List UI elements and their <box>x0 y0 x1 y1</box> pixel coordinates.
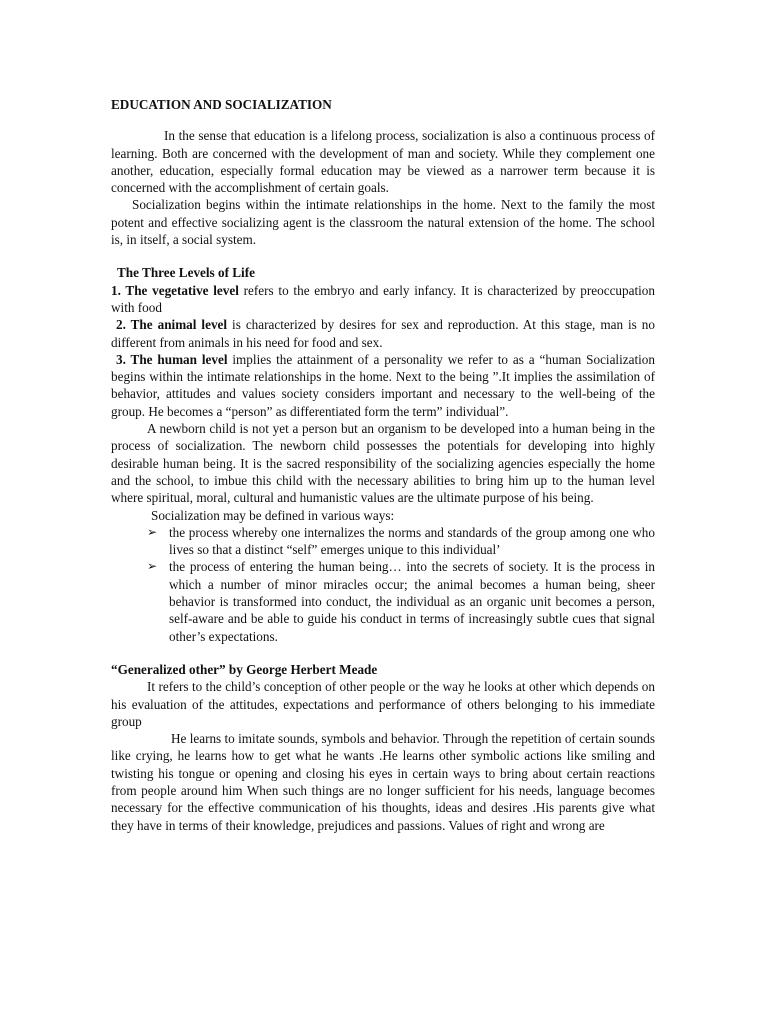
level-item-animal <box>111 316 655 351</box>
arrow-bullet-icon: ➢ <box>147 559 158 574</box>
meade-paragraph-1: It refers to the child’s conception of other people or the way he looks at other which depends on his evaluation of the attitudes, expectations and performance of others belonging to his immediate group <box>111 679 655 729</box>
definition-text: the process whereby one internalizes the norms and standards of the group among one who lives so that a distinct “self” emerges unique to this individual’ <box>169 524 655 558</box>
level-text-human: implies the attainment of a personality we refer to as a “human Socialization begins within the intimate relationships in the home. Next to the being ”.It implies the assimilation of behavior, attitudes and values society considers important and necessary to the well-being of the group. He becomes a “person” as differentiated form the term” individual”. <box>111 351 655 419</box>
level-text-vegetative: refers to the embryo and early infancy. It is characterized by preoccupation with food <box>111 282 655 315</box>
document-page <box>111 96 655 834</box>
arrow-bullet-icon: ➢ <box>147 524 158 539</box>
defined-intro: Socialization may be defined in various ways: <box>151 507 395 523</box>
section-spacer <box>111 645 655 661</box>
level-label-animal: 2. The animal level <box>116 317 228 333</box>
level-label-human: 3. The human level <box>116 351 228 367</box>
intro-paragraph-1: In the sense that education is a lifelong process, socialization is also a continuous process of learning. Both are concerned with the development of man and society. While they complement one another, education, especially formal education may be viewed as a narrower term because it is concerned with the accomplishment of certain goals. <box>111 128 655 196</box>
document-title: EDUCATION AND SOCIALIZATION <box>111 97 332 112</box>
level-label-vegetative: 1. The vegetative level <box>111 282 239 298</box>
newborn-paragraph: A newborn child is not yet a person but an organism to be developed into a human being in the process of socialization. The newborn child possesses the potentials for developing into highly desirable human being. It is the sacred responsibility of the socializing agencies especially the home and the school, to imbue this child with the necessary abilities to bring him up to the human level where spiritual, moral, cultural and humanistic values are the ultimate purpose of his being. <box>111 421 655 506</box>
level-item-human <box>111 351 655 420</box>
definition-list <box>111 524 655 645</box>
definition-item <box>111 524 655 559</box>
level-item-vegetative <box>111 282 655 317</box>
definition-text: the process of entering the human being… into the secrets of society. It is the process in which a number of minor miracles occur; the animal becomes a human being, sheer behavior is transformed into conduct, the individual as an organic unit becomes a person, self-aware and be able to guide his conduct in terms of increasingly subtle cues that signal other’s expectations. <box>169 559 655 644</box>
definition-item <box>111 558 655 644</box>
intro-paragraph-2: Socialization begins within the intimate relationships in the home. Next to the family the most potent and effective socializing agent is the classroom the natural extension of the home. The school is, in itself, a social system. <box>111 197 655 248</box>
meade-paragraph-2: He learns to imitate sounds, symbols and behavior. Through the repetition of certain sounds like crying, he learns how to get what he wants .He learns other symbolic actions like smiling and twisting his tongue or opening and closing his eyes in certain ways to bring about certain reactions from people around him When such things are no longer sufficient for his needs, language becomes necessary for the effective communication of his thoughts, ideas and desires .His parents give what they have in terms of their knowledge, prejudices and passions. Values of right and wrong are <box>111 731 655 833</box>
meade-heading: “Generalized other” by George Herbert Meade <box>111 661 378 677</box>
levels-heading: The Three Levels of Life <box>117 265 255 281</box>
level-text-animal: is characterized by desires for sex and reproduction. At this stage, man is no different from animals in his need for food and sex. <box>111 317 655 350</box>
